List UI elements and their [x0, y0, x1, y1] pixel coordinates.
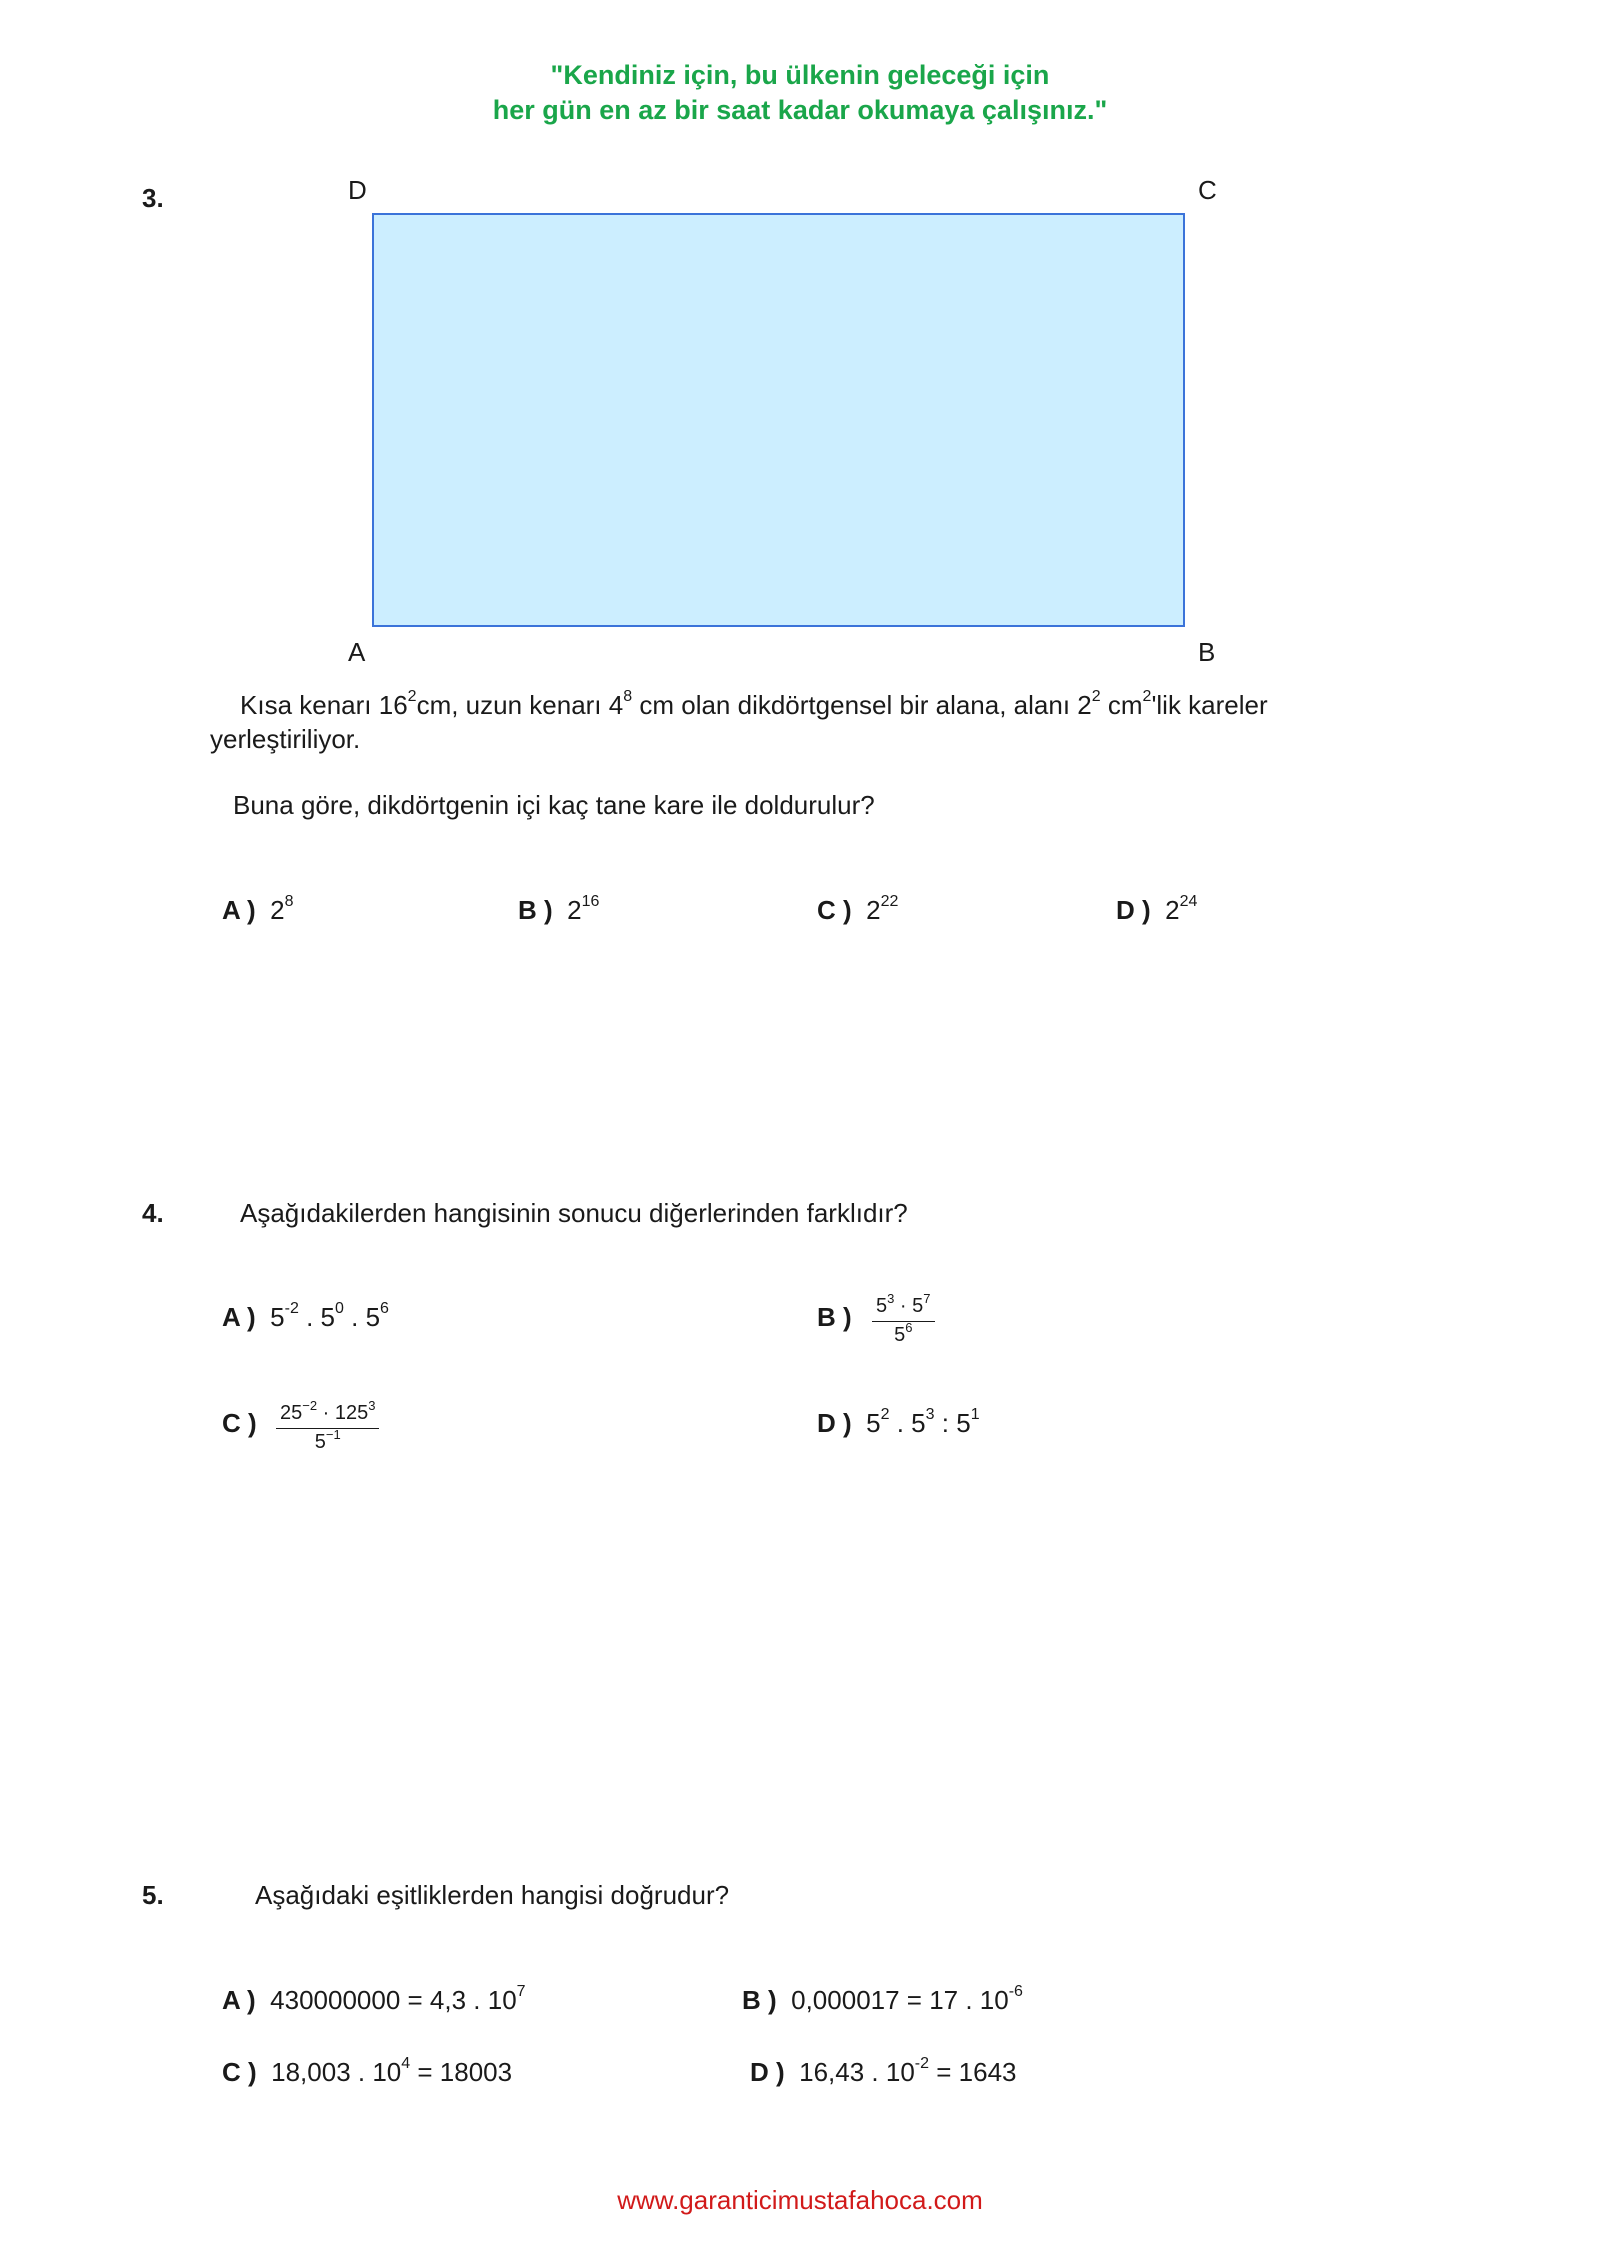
q3-option-a[interactable]: A ) $2^8$ [222, 893, 294, 925]
motivational-quote-line-2: her gün en az bir saat kadar okumaya çalışınız." [492, 95, 1108, 125]
option-letter: D ) [817, 1408, 852, 1438]
question-5-number: 5. [142, 1880, 164, 1910]
option-letter: C ) [222, 2057, 257, 2087]
q4-option-d[interactable]: D ) $5^2$ . $5^3$ : $5^1$ [817, 1406, 980, 1438]
question-4-number: 4. [142, 1198, 164, 1228]
q5-option-b[interactable]: B ) 0,000017 = 17 . $10^{-6}$ [742, 1983, 1023, 2015]
question-3-statement-line-1: Kısa kenarı $16^2cm$, uzun kenarı $4^8$ cm olan dikdörtgensel bir alana, alanı $2^2$ $cm^2'lik$ kareler [240, 688, 1268, 720]
q4-option-a[interactable]: A ) $5^{-2}$ . $5^0$ . $5^6$ [222, 1300, 389, 1332]
option-letter: B ) [742, 1985, 777, 2015]
footer-website-link[interactable]: www.garanticimustafahoca.com [617, 2185, 983, 2215]
q3-option-b[interactable]: B ) $2^{16}$ [518, 893, 600, 925]
q5-option-a[interactable]: A ) 430000000 = 4,3 . $10^7$ [222, 1983, 526, 2015]
vertex-label-b: B [1198, 637, 1216, 667]
question-4-prompt: Aşağıdakilerden hangisinin sonucu diğerlerinden farklıdır? [240, 1198, 908, 1228]
option-letter: C ) [817, 895, 852, 925]
q4-option-b-fraction: $\frac{5^3 \cdot 5^7}{5^6}$ [872, 1295, 935, 1347]
q4-option-b[interactable] [817, 1302, 852, 1333]
option-letter: B ) [518, 895, 553, 925]
vertex-label-c: C [1198, 175, 1217, 205]
option-letter: A ) [222, 1985, 256, 2015]
option-letter: D ) [750, 2057, 785, 2087]
option-letter: A ) [222, 1302, 256, 1332]
q5-option-c[interactable]: C ) 18,003 . $10^4 = 18003$ [222, 2055, 513, 2087]
question-3-number: 3. [142, 183, 164, 213]
option-letter: C ) [222, 1408, 257, 1438]
option-letter: D ) [1116, 895, 1151, 925]
option-letter: A ) [222, 895, 256, 925]
q5-option-d[interactable]: D ) 16,43 . $10^{-2} = 1643$ [750, 2055, 1017, 2087]
question-3-statement-line-2: yerleştiriliyor. [210, 724, 361, 754]
vertex-label-d: D [348, 175, 367, 205]
q4-option-c[interactable] [222, 1408, 257, 1439]
question-3-prompt: Buna göre, dikdörtgenin içi kaç tane kare ile doldurulur? [233, 790, 875, 820]
vertex-label-a: A [348, 637, 366, 667]
question-5-prompt: Aşağıdaki eşitliklerden hangisi doğrudur? [255, 1880, 730, 1910]
q3-option-c[interactable]: C ) $2^{22}$ [817, 893, 899, 925]
motivational-quote-line-1: "Kendiniz için, bu ülkenin geleceği için [550, 60, 1050, 90]
q4-option-c-fraction: $\frac{25^{-2} \cdot 125^3}{5^{-1}}$ [276, 1402, 379, 1454]
q3-option-d[interactable]: D ) $2^{24}$ [1116, 893, 1198, 925]
option-letter: B ) [817, 1302, 852, 1332]
rectangle-abcd [372, 213, 1185, 627]
